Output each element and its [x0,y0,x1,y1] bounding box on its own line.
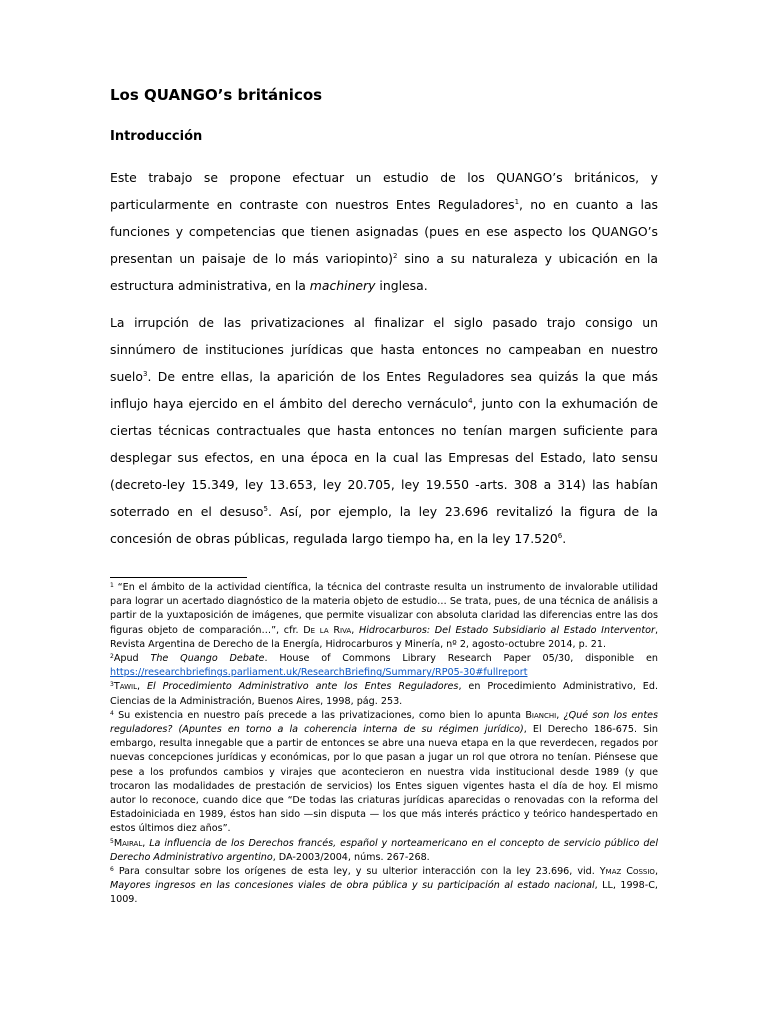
footnote-6 [110,865,658,908]
footnote-text: , Revista Argentina de Derecho de la Energía, Hidrocarburos y Minería, nº 2, agosto-octubre 2014, p. 21. [110,624,658,650]
footnote-work-title: Mayores ingresos en las concesiones viales de obra pública y su participación al estado nacional [110,880,595,892]
footnote-text: , 1998-C, 1009. [110,880,658,906]
footnote-separator-text: , [556,709,564,721]
footnote-separator-text: , [136,681,147,693]
paragraph-text: Este trabajo se propone efectuar un estudio de los QUANGO’s británicos, y particularmente en contraste con nuestros Entes Reguladores [110,170,658,212]
footnote-1 [110,581,658,652]
footnote-text: , en Procedimiento Administrativo, Ed. Ciencias de la Administración, Buenos Aires, 1998, pág. 253. [110,681,658,707]
footnote-author: De la Riva [303,624,352,636]
footnote-5 [110,837,658,865]
footnote-number: 1 [110,582,114,589]
footnote-number: 3 [110,681,114,689]
paragraph-text: , junto con la exhumación de ciertas técnicas contractuales que hasta entonces no tenían margen suficiente para desplegar sus efectos, en una época en la cual las Empresas del Estado, lato sensu (decreto-ley 15.349, ley 13.653, ley 20.705, ley 19.550 -arts. 308 a 314) las habían soterrado en el desuso [110,396,658,519]
footnote-ref-6[interactable]: 6 [557,532,563,540]
paragraph-text: . Así, por ejemplo, la ley 23.696 revitalizó la figura de la concesión de obras públicas, regulada largo tiempo ha, en la ley 17.520 [110,504,658,546]
footnote-ref-1[interactable]: 1 [514,198,520,206]
section-heading: Introducción [110,129,203,144]
footnote-ref-4[interactable]: 4 [468,397,473,405]
footnote-author: Mairal [113,837,143,849]
footnote-text: Su existencia en nuestro país precede a las privatizaciones, como bien lo apunta [113,709,526,721]
paragraph-text: inglesa. [375,278,428,293]
footnote-3 [110,680,658,708]
paragraph-text: . De entre ellas, la aparición de los Entes Reguladores sea quizás la que más influjo haya ejercido en el ámbito del derecho vernáculo [110,369,658,411]
footnote-number: 5 [110,837,114,845]
paragraph-text: . [562,531,567,546]
footnote-source: LL [602,880,613,892]
footnote-work-title: El Procedimiento Administrativo ante los Entes Reguladores [146,681,459,693]
footnote-2 [110,652,658,680]
footnote-work-title: Hidrocarburos: Del Estado Subsidiario al Estado Interventor [358,624,655,636]
footnote-separator-text: , [594,880,603,892]
footnote-separator-text: , [654,866,659,878]
footnote-work-title: ¿Qué son los entes reguladores? (Apuntes en torno a la coherencia interna de su régimen jurídico) [110,709,659,736]
paragraph-intro [110,164,658,299]
footnote-separator-text: , [142,837,150,849]
footnote-text: Apud [113,653,151,665]
paragraph-text: , no en cuanto a las funciones y competencias que tienen asignadas (pues en ese aspecto los QUANGO’s presentan un paisaje de lo más variopinto) [110,197,658,266]
footnote-author: Bianchi [525,709,557,721]
footnote-author: Tawil [113,681,137,693]
footnote-text: , DA-2003/2004, núms. 267-268. [272,851,430,863]
footnote-separator-text: , [351,624,359,636]
footnote-work-title: La influencia de los Derechos francés, español y norteamericano en el concepto de servicio público del Derecho Administrativo argentino [110,837,658,863]
footnote-ref-5[interactable]: 5 [263,505,268,513]
footnote-link[interactable]: https://researchbriefings.parliament.uk/ResearchBriefing/Summary/RP05-30#fullreport [110,667,528,679]
paragraph-text: sino a su naturaleza y ubicación en la estructura administrativa, en la [110,251,658,293]
paragraph-privatizations [110,309,658,552]
footnote-text: Para consultar sobre los orígenes de esta ley, y su ulterior interacción con la ley 23.696, vid. [113,866,600,878]
footnote-ref-3[interactable]: 3 [142,370,148,378]
footnote-separator [110,577,247,578]
italic-term: machinery [309,278,376,293]
footnote-text: . House of Commons Library Research Paper 05/30, disponible en [264,653,658,665]
footnotes [110,581,658,908]
footnote-number: 6 [110,866,114,874]
footnote-number: 4 [110,709,114,717]
footnote-work-title: The Quango Debate [150,653,265,665]
footnote-ref-2[interactable]: 2 [393,252,398,260]
footnote-text: , El Derecho 186-675. Sin embargo, resulta innegable que a partir de entonces se abre una nueva etapa en la que reverdecen, regados por nuevas concepciones jurídicas y económicas, por lo que pasan a jugar un rol que otrora no tenían. Piénsese que pese a los profundos cambios y virajes que acontecieron en nuestra vida institucional desde 1989 (y que trocaron las modalidades de prestación de servicios) los Entes siguen vigentes hasta el día de hoy. El mismo autor lo reconoce, cuando dice que “De todas las criaturas jurídicas aparecidas o renovadas con la reforma del Estadoiniciada en 1989, éstos han sido —sin disputa — los que más interés práctico y teórico handespertado en estos últimos diez años”. [110,724,658,835]
footnote-author: Ymaz Cossio [599,866,655,878]
document-title: Los QUANGO’s británicos [110,86,323,104]
footnote-number: 2 [110,653,114,661]
paragraph-text: La irrupción de las privatizaciones al finalizar el siglo pasado trajo consigo un sinnúmero de instituciones jurídicas que hasta entonces no campeaban en nuestro suelo [110,315,658,384]
footnote-4 [110,709,658,837]
footnote-text: “En el ámbito de la actividad científica, la técnica del contraste resulta un instrumento de invalorable utilidad para lograr un acertado diagnóstico de la materia objeto de estudio… Se trata, pues, de una técnica de análisis a partir de la yuxtaposición de imágenes, que permite visualizar con absoluta claridad las diferencias entre las dos figuras objeto de comparación…”, cfr. [110,582,658,636]
